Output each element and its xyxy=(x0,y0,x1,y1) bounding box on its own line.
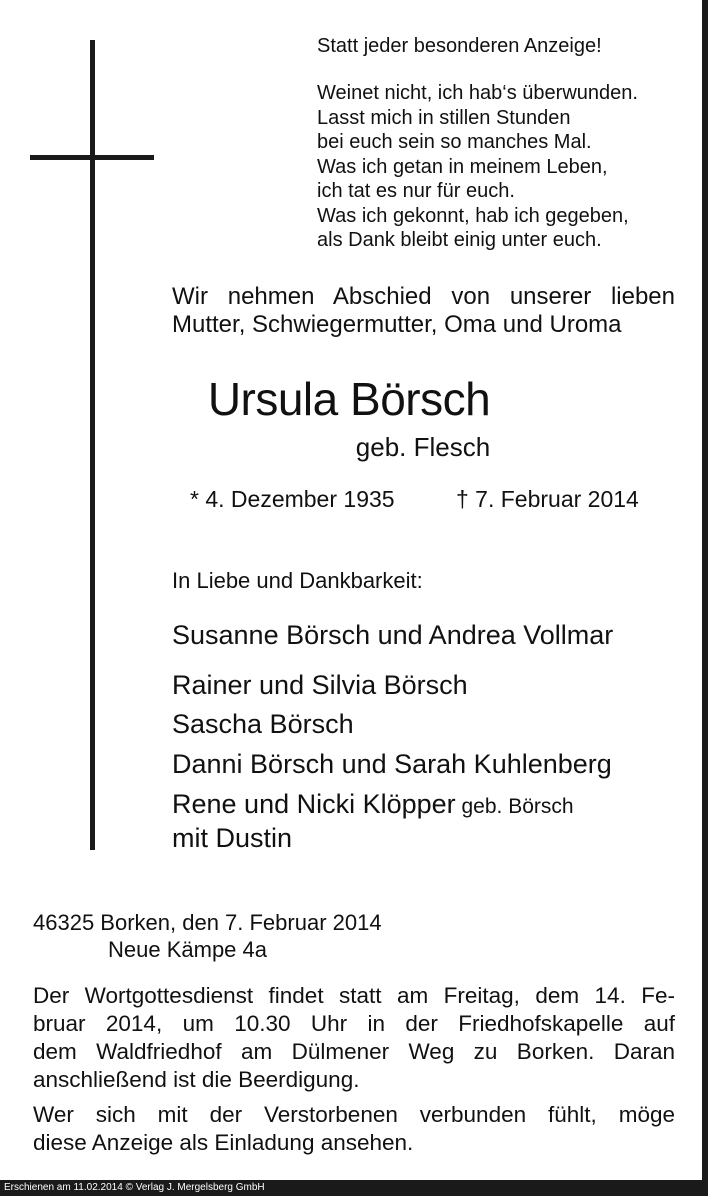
mourner-line-5-maiden: geb. Börsch xyxy=(455,795,574,818)
poem-heading: Statt jeder besonderen Anzeige! xyxy=(317,35,602,57)
deceased-name: Ursula Börsch xyxy=(207,373,491,425)
mourner-line-5 xyxy=(172,789,574,820)
footer-credit: Erschienen am 11.02.2014 © Verlag J. Mergelsberg GmbH xyxy=(4,1182,265,1193)
poem-line-3: bei euch sein so manches Mal. xyxy=(317,131,592,153)
death-date: † 7. Februar 2014 xyxy=(456,486,639,512)
intro-line-2: Mutter, Schwiegermutter, Oma und Uroma xyxy=(172,311,622,338)
poem-line-7: als Dank bleibt einig unter euch. xyxy=(317,229,602,251)
poem-line-5: ich tat es nur für euch. xyxy=(317,180,515,202)
poem-line-1: Weinet nicht, ich hab‘s überwunden. xyxy=(317,82,638,104)
service-line-1: Der Wortgottesdienst findet statt am Freitag, dem 14. Fe- xyxy=(33,983,675,1008)
poem-line-6: Was ich gekonnt, hab ich gegeben, xyxy=(317,204,629,227)
cross-icon-horizontal xyxy=(30,155,154,160)
invitation-paragraph xyxy=(33,1101,675,1157)
mourner-line-2: Rainer und Silvia Börsch xyxy=(172,670,468,700)
address-street: Neue Kämpe 4a xyxy=(108,937,267,962)
mourner-line-5-main: Rene und Nicki Klöpper xyxy=(172,789,456,819)
invitation-line-1: Wer sich mit der Verstorbenen verbunden fühlt, möge xyxy=(33,1102,675,1127)
mourners-heading: In Liebe und Dankbarkeit: xyxy=(172,568,423,593)
deceased-maiden-name: geb. Flesch xyxy=(355,432,491,462)
service-line-4: anschließend ist die Beerdigung. xyxy=(33,1067,360,1092)
right-border xyxy=(702,0,708,1180)
service-paragraph xyxy=(33,982,675,1094)
poem-line-4: Was ich getan in meinem Leben, xyxy=(317,155,608,178)
service-line-3: dem Waldfriedhof am Dülmener Weg zu Borken. Daran xyxy=(33,1039,675,1064)
intro-line-1: Wir nehmen Abschied von unserer lieben xyxy=(172,283,675,310)
mourner-line-6: mit Dustin xyxy=(172,823,293,853)
mourner-line-4: Danni Börsch und Sarah Kuhlenberg xyxy=(172,749,612,779)
service-line-2: bruar 2014, um 10.30 Uhr in der Friedhofskapelle auf xyxy=(33,1011,675,1036)
mourner-line-1: Susanne Börsch und Andrea Vollmar xyxy=(172,620,614,650)
invitation-line-2: diese Anzeige als Einladung ansehen. xyxy=(33,1130,414,1155)
place-date: 46325 Borken, den 7. Februar 2014 xyxy=(33,910,382,935)
intro-text xyxy=(172,283,675,339)
poem-line-2: Lasst mich in stillen Stunden xyxy=(317,106,571,129)
mourner-line-3: Sascha Börsch xyxy=(172,709,354,739)
birth-date: * 4. Dezember 1935 xyxy=(190,486,395,512)
